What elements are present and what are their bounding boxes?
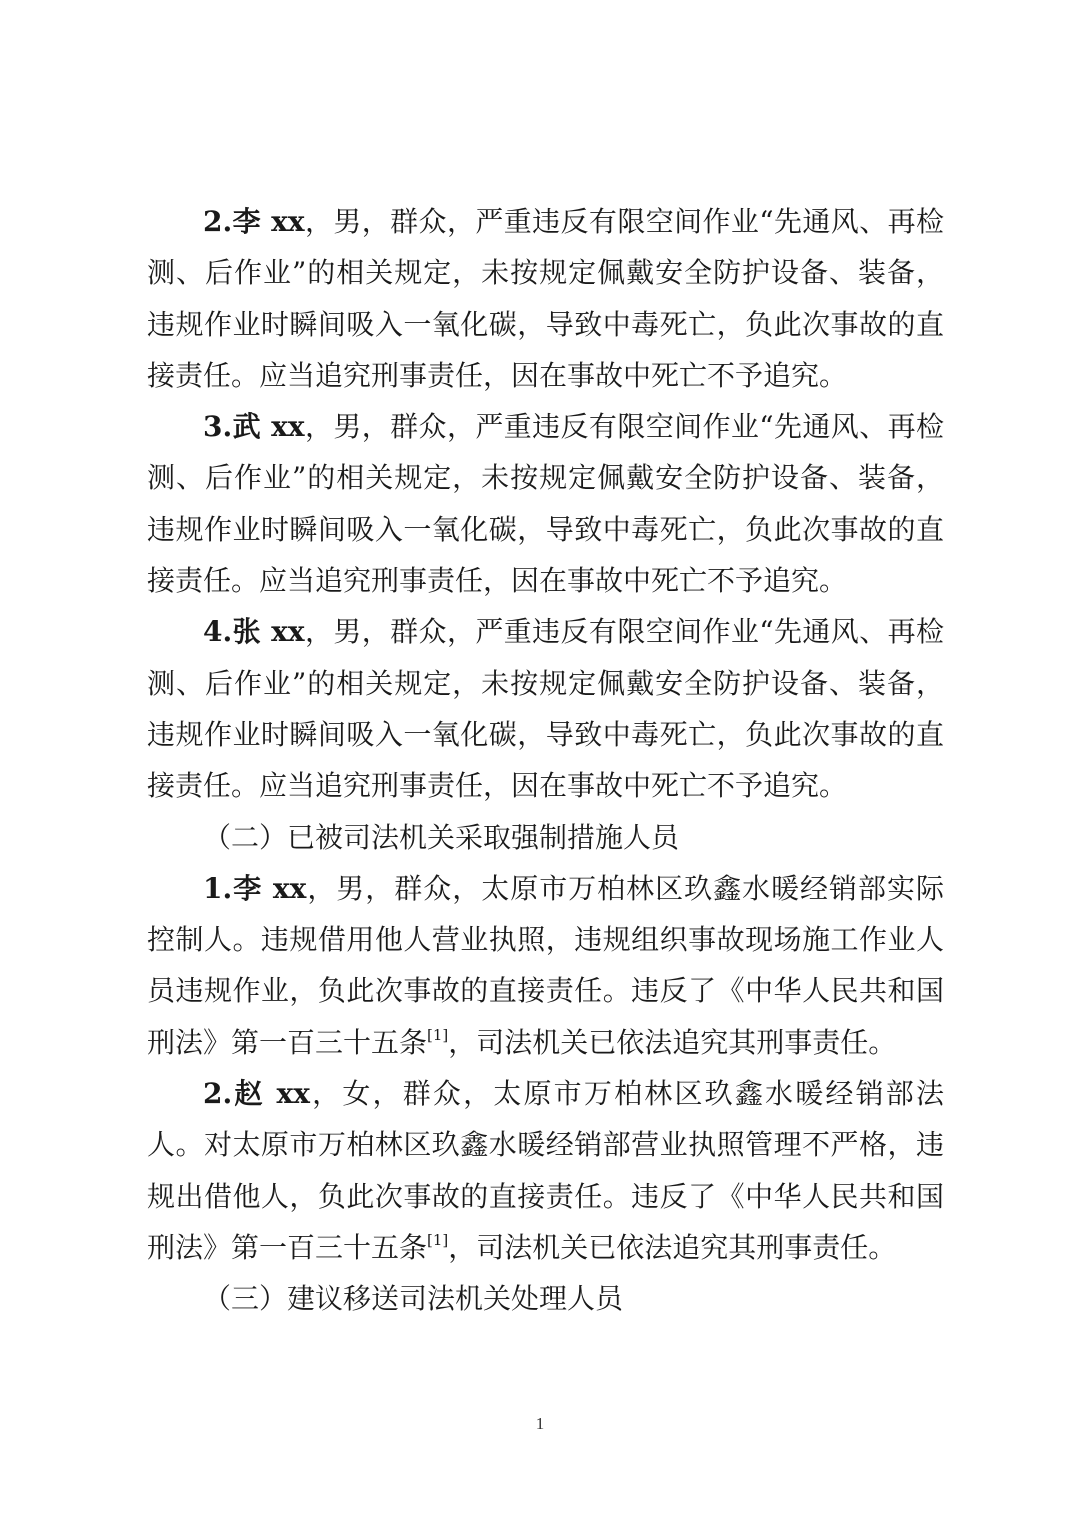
paragraph-detained-2-zhao (147, 1068, 944, 1273)
footnote-reference[interactable]: [1] (427, 1025, 449, 1044)
document-page (147, 196, 944, 1325)
person-name: 1.李 xx (203, 871, 307, 905)
paragraph-text: ，女，群众，太原市万柏林区玖鑫水暖经销部法人。对太原市万柏林区玖鑫水暖经销部营业执照管理不严格，违规出借他人，负此次事故的直接责任。违反了《中华人民共和国刑法》第一百三十五条 (147, 1077, 944, 1264)
person-name: 4.张 xx (203, 615, 305, 649)
person-name: 3.武 xx (203, 410, 305, 444)
section-three-heading: （三）建议移送司法机关处理人员 (203, 1282, 624, 1316)
paragraph-text: ，男，群众，太原市万柏林区玖鑫水暖经销部实际控制人。违规借用他人营业执照，违规组织事故现场施工作业人员违规作业，负此次事故的直接责任。违反了《中华人民共和国刑法》第一百三十五条 (147, 871, 944, 1059)
section-two-heading: （二）已被司法机关采取强制措施人员 (203, 820, 680, 854)
paragraph-text-end: ，司法机关已依法追究其刑事责任。 (448, 1230, 897, 1264)
paragraph-person-4-zhang (147, 606, 944, 811)
paragraph-person-3-wu (147, 401, 944, 606)
paragraph-text-end: ，司法机关已依法追究其刑事责任。 (448, 1025, 897, 1059)
paragraph-text: ，男，群众，严重违反有限空间作业“先通风、再检测、后作业”的相关规定，未按规定佩戴安全防护设备、装备，违规作业时瞬间吸入一氧化碳，导致中毒死亡，负此次事故的直接责任。应当追究刑事责任，因在事故中死亡不予追究。 (147, 410, 944, 598)
paragraph-text: ，男，群众，严重违反有限空间作业“先通风、再检测、后作业”的相关规定，未按规定佩戴安全防护设备、装备，违规作业时瞬间吸入一氧化碳，导致中毒死亡，负此次事故的直接责任。应当追究刑事责任，因在事故中死亡不予追究。 (147, 615, 944, 803)
person-name: 2.李 xx (203, 205, 305, 238)
paragraph-text: ，男，群众，严重违反有限空间作业“先通风、再检测、后作业”的相关规定，未按规定佩戴安全防护设备、装备，违规作业时瞬间吸入一氧化碳，导致中毒死亡，负此次事故的直接责任。应当追究刑事责任，因在事故中死亡不予追究。 (147, 205, 944, 392)
page-number: 1 (535, 1414, 545, 1433)
person-name: 2.赵 xx (203, 1077, 310, 1111)
paragraph-detained-1-li (147, 863, 944, 1068)
footnote-reference[interactable]: [1] (427, 1230, 449, 1249)
paragraph-person-2-li (147, 196, 944, 401)
